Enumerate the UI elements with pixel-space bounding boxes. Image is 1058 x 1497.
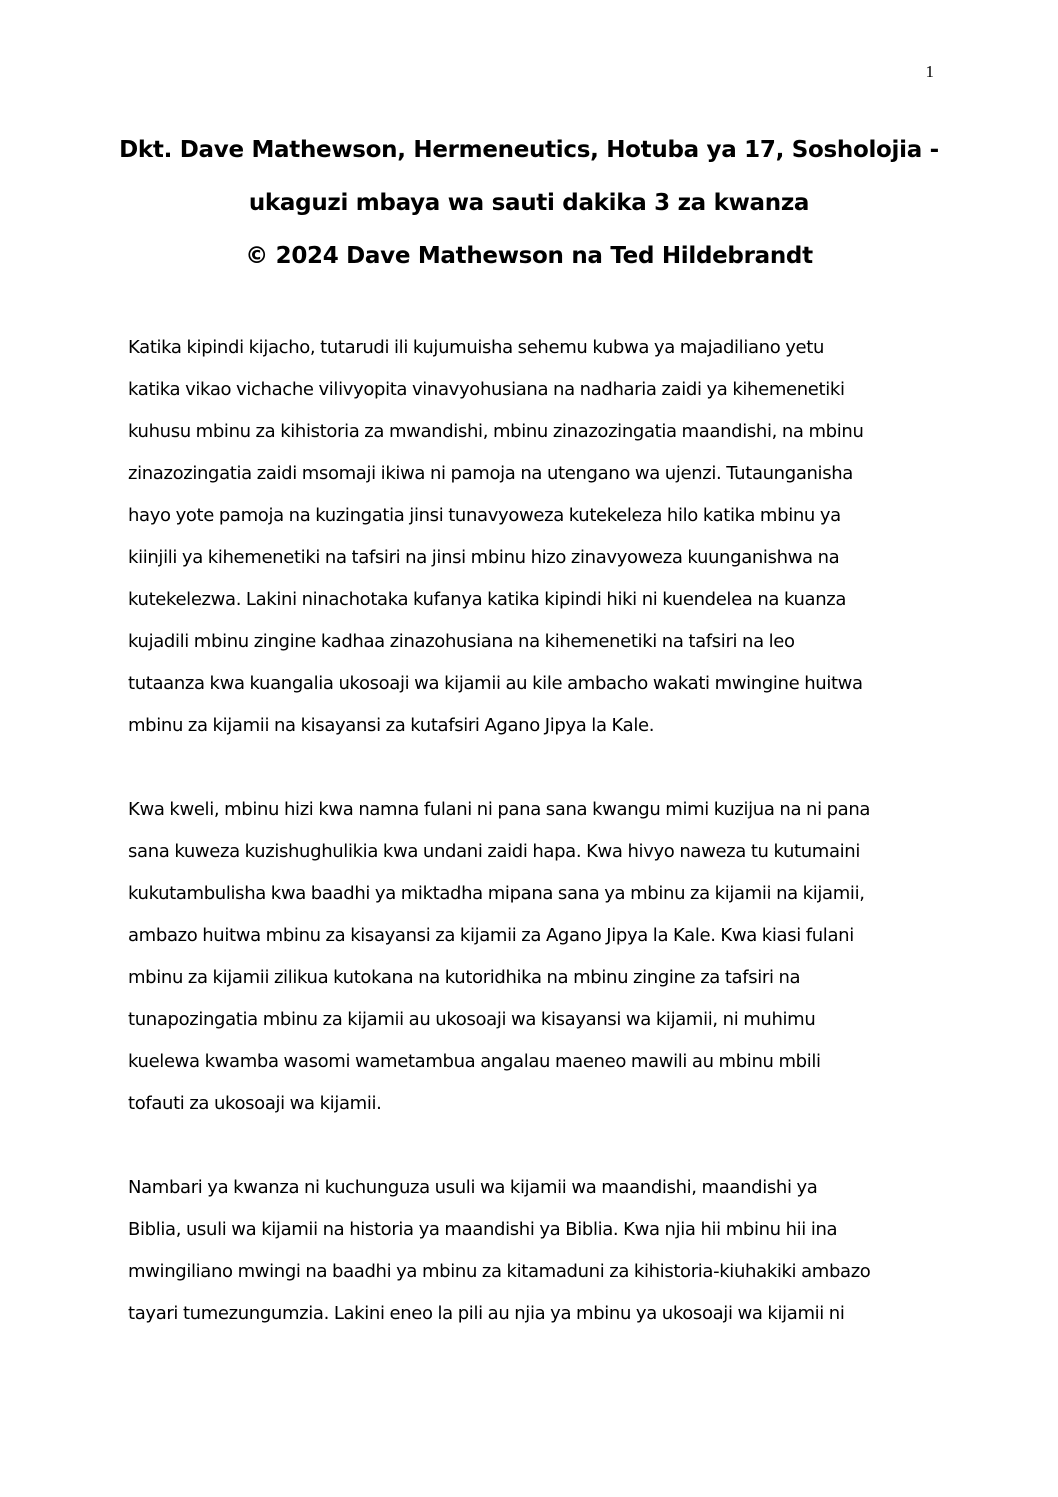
text-line: tutaanza kwa kuangalia ukosoaji wa kijamii au kile ambacho wakati mwingine huitwa bbox=[128, 673, 863, 694]
text-line: kukutambulisha kwa baadhi ya miktadha mipana sana ya mbinu za kijamii na kijamii, bbox=[128, 883, 865, 904]
text-line: kuelewa kwamba wasomi wametambua angalau maeneo mawili au mbinu mbili bbox=[128, 1051, 821, 1072]
text-line: katika vikao vichache vilivyopita vinavyohusiana na nadharia zaidi ya kihemenetiki bbox=[128, 379, 845, 400]
text-line: Biblia, usuli wa kijamii na historia ya maandishi ya Biblia. Kwa njia hii mbinu hii ina bbox=[128, 1219, 838, 1240]
text-line: Nambari ya kwanza ni kuchunguza usuli wa kijamii wa maandishi, maandishi ya bbox=[128, 1177, 818, 1198]
text-line: ambazo huitwa mbinu za kisayansi za kijamii za Agano Jipya la Kale. Kwa kiasi fulani bbox=[128, 925, 854, 946]
paragraph-1 bbox=[128, 327, 943, 747]
text-line: hayo yote pamoja na kuzingatia jinsi tunavyoweza kutekeleza hilo katika mbinu ya bbox=[128, 505, 841, 526]
paragraph-3 bbox=[128, 1167, 943, 1335]
text-line: kuhusu mbinu za kihistoria za mwandishi, mbinu zinazozingatia maandishi, na mbinu bbox=[128, 421, 864, 442]
text-line: sana kuweza kuzishughulikia kwa undani zaidi hapa. Kwa hivyo naweza tu kutumaini bbox=[128, 841, 861, 862]
page-number: 1 bbox=[925, 62, 934, 81]
text-line: mbinu za kijamii zilikua kutokana na kutoridhika na mbinu zingine za tafsiri na bbox=[128, 967, 801, 988]
text-line: kujadili mbinu zingine kadhaa zinazohusiana na kihemenetiki na tafsiri na leo bbox=[128, 631, 795, 652]
document-body bbox=[128, 327, 943, 1377]
title-line: Dkt. Dave Mathewson, Hermeneutics, Hotuba ya 17, Sosholojia - bbox=[119, 137, 939, 163]
text-line: Katika kipindi kijacho, tutarudi ili kujumuisha sehemu kubwa ya majadiliano yetu bbox=[128, 337, 825, 358]
text-line: kutekelezwa. Lakini ninachotaka kufanya katika kipindi hiki ni kuendelea na kuanza bbox=[128, 589, 847, 610]
paragraph-2 bbox=[128, 789, 943, 1125]
document-title bbox=[0, 124, 1058, 283]
text-line: mbinu za kijamii na kisayansi za kutafsiri Agano Jipya la Kale. bbox=[128, 715, 655, 736]
title-line: ukaguzi mbaya wa sauti dakika 3 za kwanza bbox=[248, 190, 810, 216]
text-line: kiinjili ya kihemenetiki na tafsiri na jinsi mbinu hizo zinavyoweza kuunganishwa na bbox=[128, 547, 840, 568]
copyright-line: © 2024 Dave Mathewson na Ted Hildebrandt bbox=[245, 243, 813, 269]
text-line: Kwa kweli, mbinu hizi kwa namna fulani ni pana sana kwangu mimi kuzijua na ni pana bbox=[128, 799, 871, 820]
text-line: tunapozingatia mbinu za kijamii au ukosoaji wa kisayansi wa kijamii, ni muhimu bbox=[128, 1009, 816, 1030]
text-line: mwingiliano mwingi na baadhi ya mbinu za kitamaduni za kihistoria-kiuhakiki ambazo bbox=[128, 1261, 871, 1282]
text-line: tayari tumezungumzia. Lakini eneo la pili au njia ya mbinu ya ukosoaji wa kijamii ni bbox=[128, 1303, 845, 1324]
text-line: tofauti za ukosoaji wa kijamii. bbox=[128, 1093, 382, 1114]
text-line: zinazozingatia zaidi msomaji ikiwa ni pamoja na utengano wa ujenzi. Tutaunganisha bbox=[128, 463, 853, 484]
